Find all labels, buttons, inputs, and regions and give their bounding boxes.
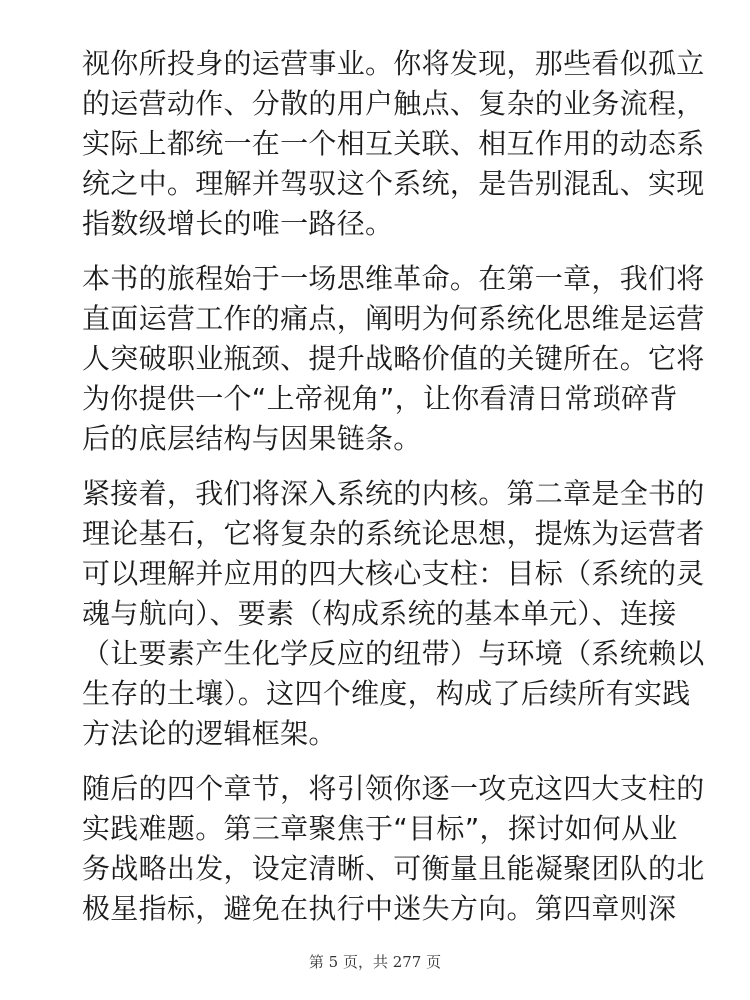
text-line: 生存的土壤）。这四个维度，构成了后续所有实践 xyxy=(82,677,691,710)
text-line: 实际上都统一在一个相互关联、相互作用的动态系 xyxy=(82,127,705,160)
text-line: 务战略出发，设定清晰、可衡量且能凝聚团队的北 xyxy=(82,852,705,885)
text-line: 方法论的逻辑框架。 xyxy=(82,717,337,750)
text-line: 视你所投身的运营事业。你将发现，那些看似孤立 xyxy=(82,47,705,80)
text-line: 指数级增长的唯一路径。 xyxy=(82,207,394,240)
text-line: 后的底层结构与因果链条。 xyxy=(82,422,422,455)
text-line: 统之中。理解并驾驭这个系统，是告别混乱、实现 xyxy=(82,167,705,200)
text-line: 极星指标，避免在执行中迷失方向。第四章则深 xyxy=(82,892,677,925)
text-line: 随后的四个章节，将引领你逐一攻克这四大支柱的 xyxy=(82,772,705,805)
paragraph xyxy=(82,259,705,459)
text-line: 理论基石，它将复杂的系统论思想，提炼为运营者 xyxy=(82,517,705,550)
text-line: 本书的旅程始于一场思维革命。在第一章，我们将 xyxy=(82,262,705,295)
paragraph xyxy=(82,44,705,244)
text-line: （让要素产生化学反应的纽带）与环境（系统赖以 xyxy=(82,637,705,670)
text-line: 魂与航向）、要素（构成系统的基本单元）、连接 xyxy=(82,597,677,630)
text-line: 人突破职业瓶颈、提升战略价值的关键所在。它将 xyxy=(82,342,705,375)
text-line: 为你提供一个“上帝视角”，让你看清日常琐碎背 xyxy=(82,382,678,415)
paragraph xyxy=(82,474,705,754)
body-text xyxy=(82,44,705,944)
text-line: 紧接着，我们将深入系统的内核。第二章是全书的 xyxy=(82,477,705,510)
paragraph xyxy=(82,769,705,929)
text-line: 实践难题。第三章聚焦于“目标”，探讨如何从业 xyxy=(82,812,678,845)
text-line: 的运营动作、分散的用户触点、复杂的业务流程， xyxy=(82,87,705,120)
text-line: 可以理解并应用的四大核心支柱：目标（系统的灵 xyxy=(82,557,705,590)
page-number: 第 5 页，共 277 页 xyxy=(308,953,442,971)
text-line: 直面运营工作的痛点，阐明为何系统化思维是运营 xyxy=(82,302,705,335)
